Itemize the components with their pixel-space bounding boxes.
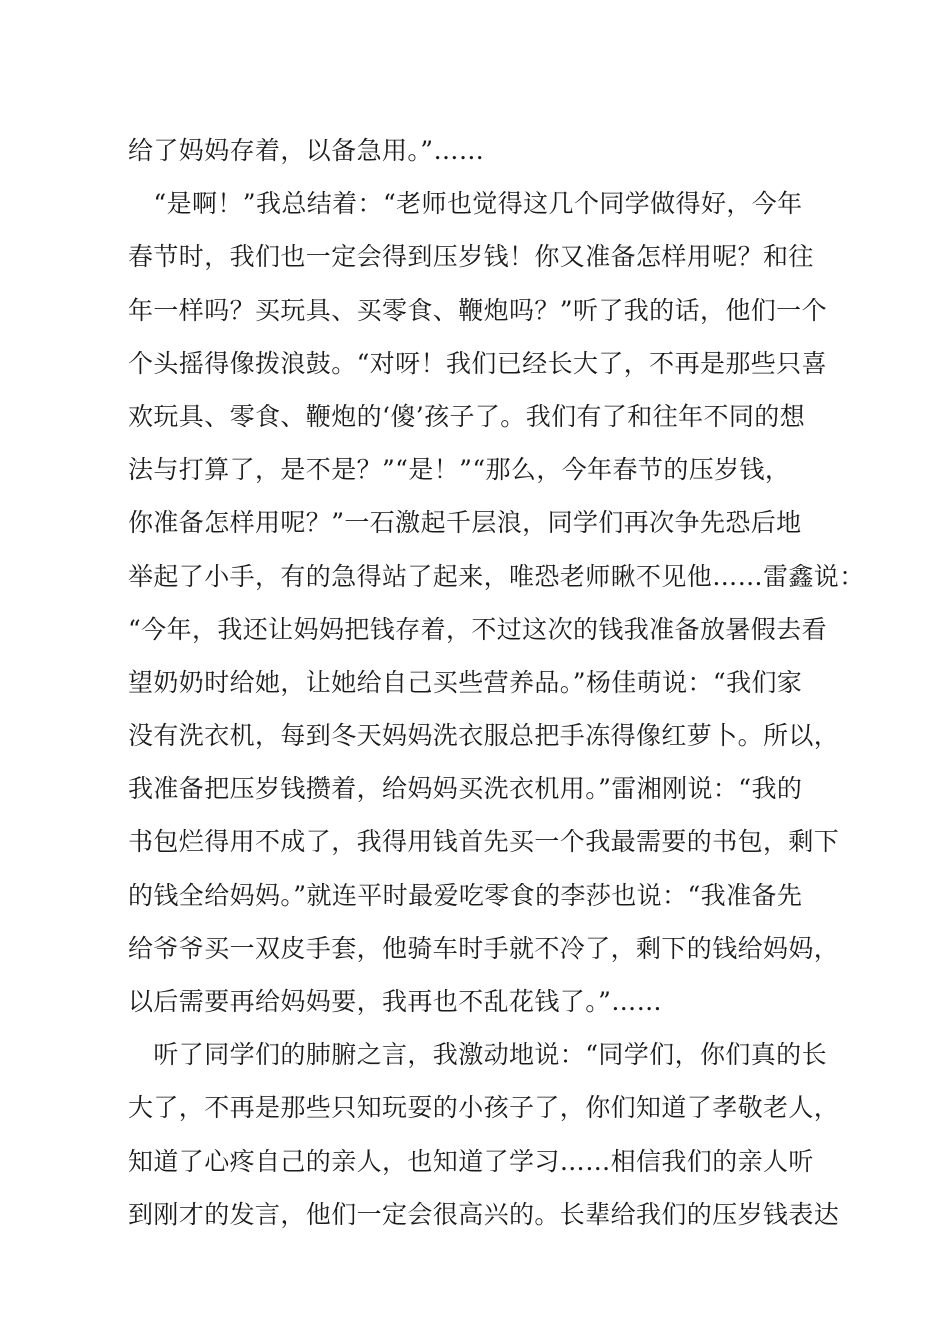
text-line-17: 以后需要再给妈妈要，我再也不乱花钱了。”…… [128,987,663,1016]
text-line-7: 法与打算了，是不是？”“是！”“那么，今年春节的压岁钱， [128,455,791,485]
text-line-21: 到刚才的发言，他们一定会很高兴的。长辈给我们的压岁钱表达 [128,1199,840,1229]
text-line-5: 个头摇得像拨浪鼓。“对呀！我们已经长大了，不再是那些只喜 [128,348,827,378]
text-line-1: 给了妈妈存着，以备急用。”…… [128,136,485,165]
text-line-12: 没有洗衣机，每到冬天妈妈洗衣服总把手冻得像红萝卜。所以， [128,721,840,751]
text-line-10: “今年，我还让妈妈把钱存着，不过这次的钱我准备放暑假去看 [128,614,827,644]
text-line-20: 知道了心疼自己的亲人，也知道了学习……相信我们的亲人听 [128,1146,814,1176]
text-line-4: 年一样吗？买玩具、买零食、鞭炮吗？”听了我的话，他们一个 [128,295,827,325]
text-line-3: 春节时，我们也一定会得到压岁钱！你又准备怎样用呢？和往 [128,242,814,272]
text-line-2: “是啊！”我总结着：“老师也觉得这几个同学做得好，今年 [128,189,803,219]
text-line-14: 书包烂得用不成了，我得用钱首先买一个我最需要的书包，剩下 [128,827,840,857]
text-line-15: 的钱全给妈妈。”就连平时最爱吃零食的李莎也说：“我准备先 [128,880,803,910]
text-line-18: 听了同学们的肺腑之言，我激动地说：“同学们，你们真的长 [128,1040,827,1070]
text-line-11: 望奶奶时给她，让她给自己买些营养品。”杨佳萌说：“我们家 [128,667,803,697]
text-line-8: 你准备怎样用呢？”一石激起千层浪，同学们再次争先恐后地 [128,508,802,538]
text-line-19: 大了，不再是那些只知玩耍的小孩子了，你们知道了孝敬老人， [128,1093,840,1123]
text-line-16: 给爷爷买一双皮手套，他骑车时手就不冷了，剩下的钱给妈妈， [128,933,840,963]
body-text [128,124,865,1241]
text-line-13: 我准备把压岁钱攒着，给妈妈买洗衣机用。”雷湘刚说：“我的 [128,774,803,804]
text-line-6: 欢玩具、零食、鞭炮的‘傻’孩子了。我们有了和往年不同的想 [128,401,806,431]
text-line-9: 举起了小手，有的急得站了起来，唯恐老师瞅不见他……雷鑫说： [128,561,865,591]
